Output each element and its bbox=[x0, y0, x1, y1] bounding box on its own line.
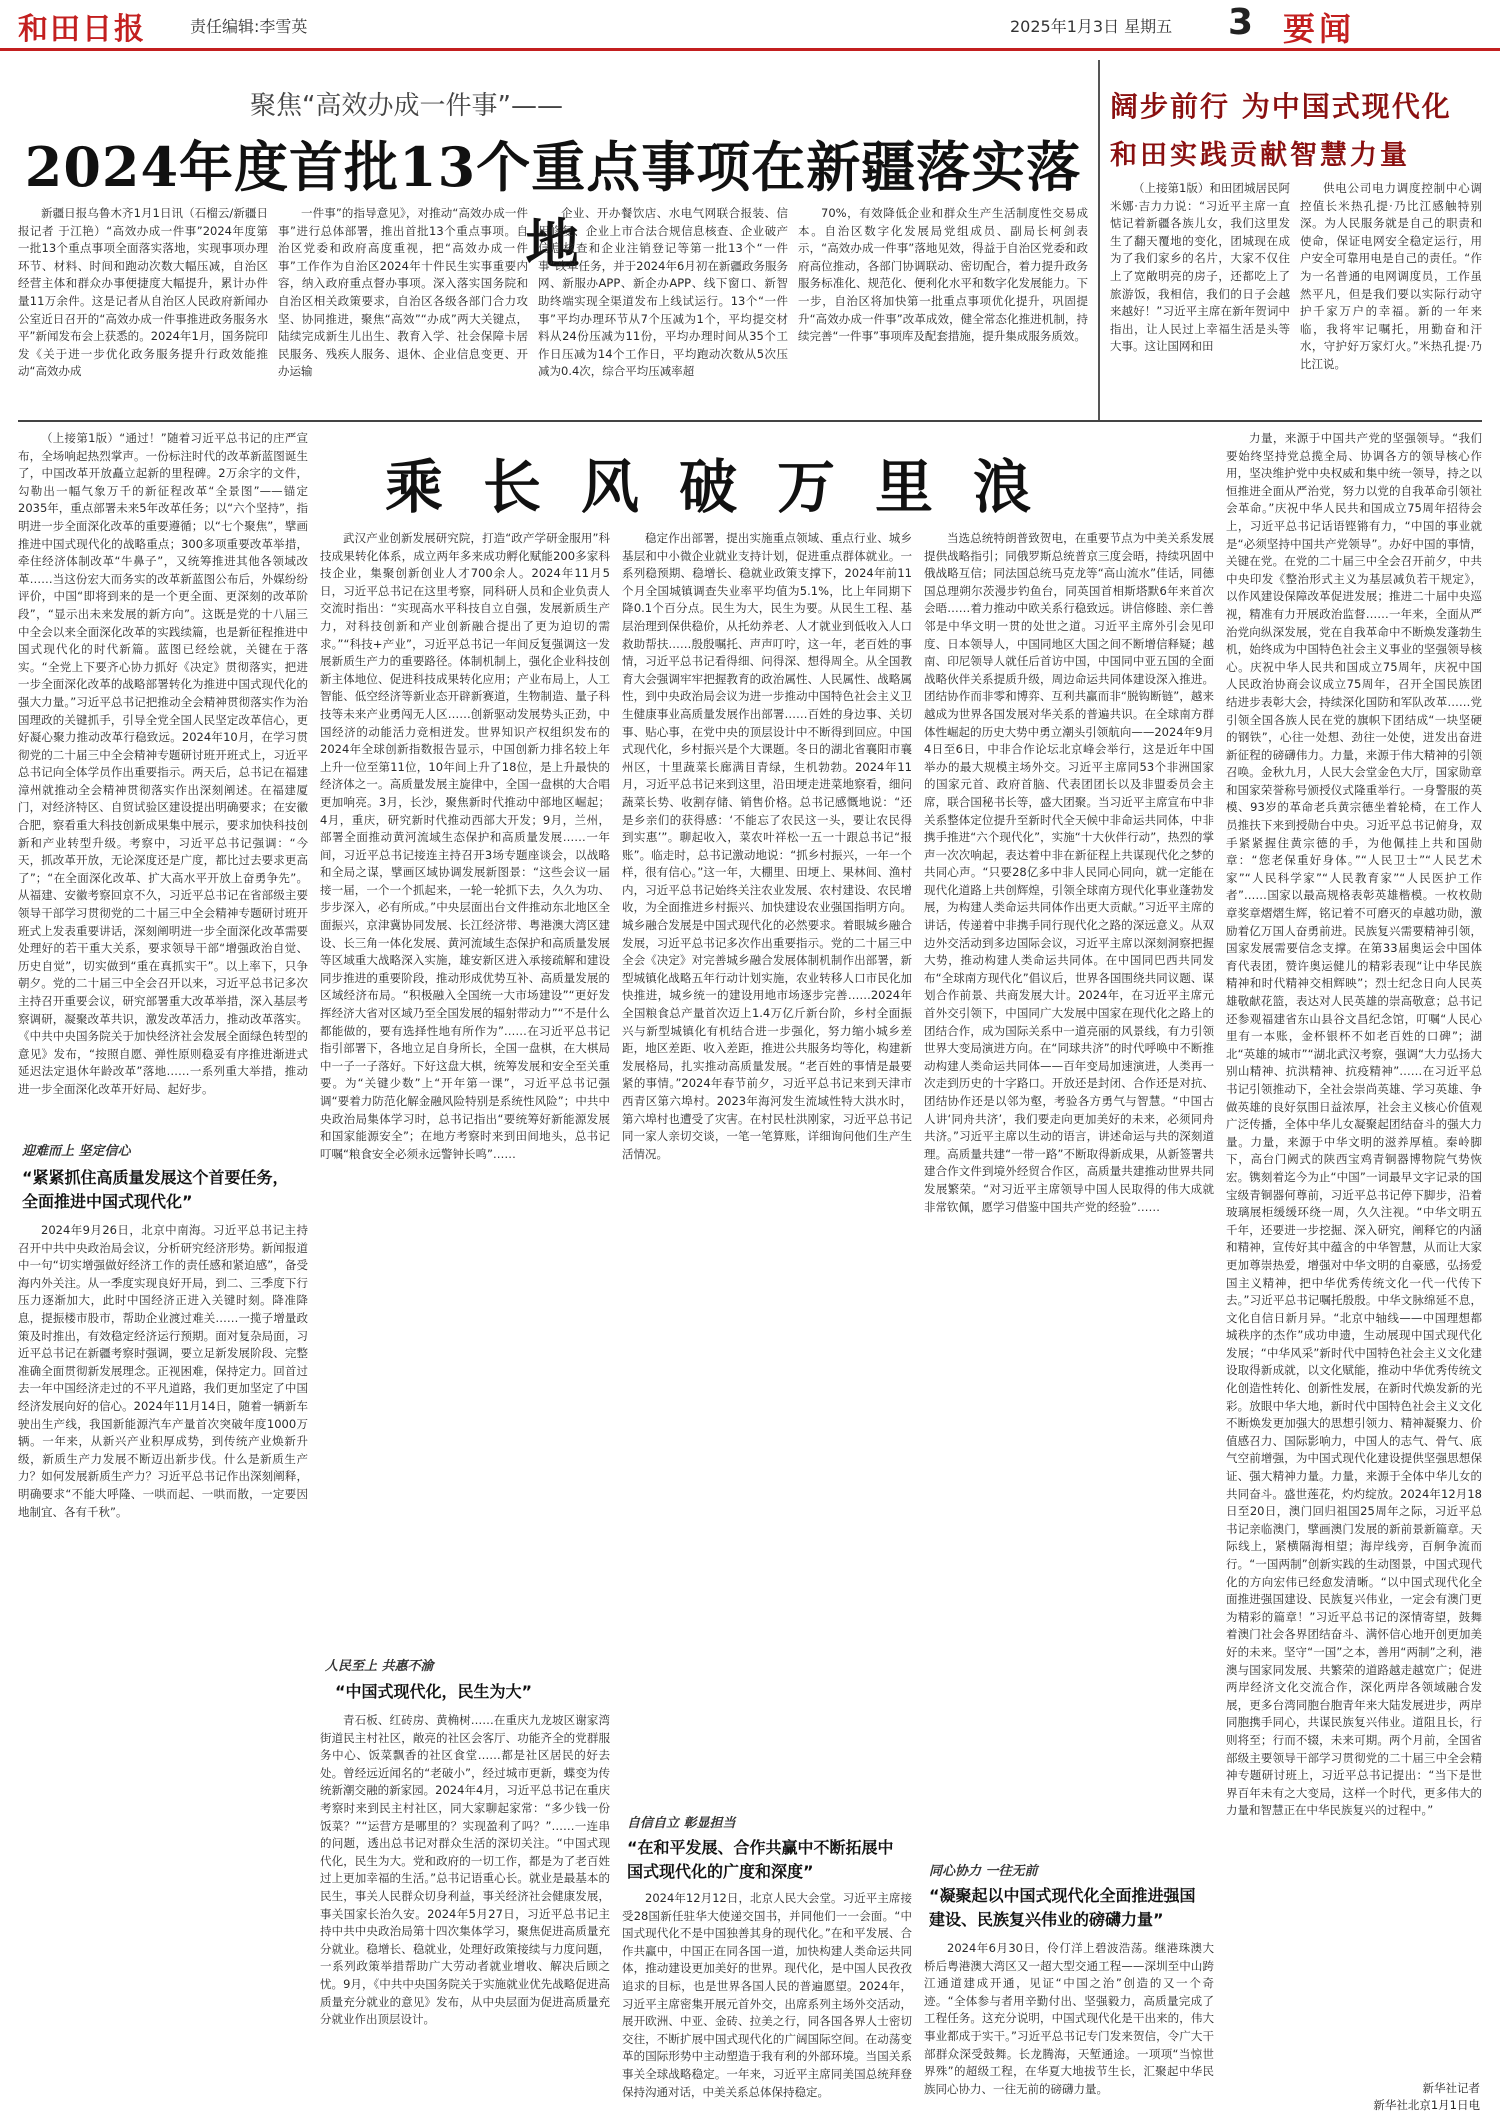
side-column-1: （上接第1版）和田团城居民阿米娜·吉力力说：“习近平主席一直惦记着新疆各族儿女，我们这里发生了翻天覆地的变化，团城现在成为了我们家乡的名片，大家不仅住上了宽敞明亮的房子，还都吃上了旅游饭，我相信，我们的日子会越来越好！”习近平主席在新年贺词中指出，让人民过上幸福生活是头等大事。这让国网和田 bbox=[1110, 181, 1290, 354]
main-column-1b: 2024年9月26日，北京中南海。习近平总书记主持召开中共中央政治局会议，分析研究经济形势。新闻报道中一句“切实增强做好经济工作的责任感和紧迫感”，备受海内外关注。从一季度实现良好开局，到二、三季度下行压力逐渐加大，此时中国经济正进入关键时刻。降准降息，提振楼市股市，帮助企业渡过难关……一揽子增量政策及时推出，有效稳定经济运行预期。面对复杂局面，习近平总书记在新疆考察时强调，要立足新发展阶段、完整准确全面贯彻新发展理念。正视困难，保持定力。回首过去一年中国经济走过的不平凡道路，我们更加坚定了中国经济发展向好的信心。2024年11月14日，随着一辆新车驶出生产线，我国新能源汽车产量首次突破年度1000万辆。一年来，从新兴产业积厚成势，到传统产业焕新升级，新质生产力发展不断迈出新步伐。什么是新质生产力？如何发展新质生产力？习近平总书记作出深刻阐释，明确要求“不能大呼隆、一哄而起、一哄而散，一定要因地制宜、各有千秋”。 bbox=[18, 1223, 308, 1519]
side-headline-line2: 和田实践贡献智慧力量 bbox=[1110, 140, 1410, 171]
byline-author: 新华社记者 bbox=[1422, 2081, 1480, 2095]
side-headline-line1: 阔步前行 为中国式现代化 bbox=[1110, 90, 1452, 123]
subsection-4-kicker: 同心协力 一往无前 bbox=[929, 1864, 1038, 1879]
subsection-3-kicker: 自信自立 彰显担当 bbox=[627, 1816, 736, 1831]
subsection-2-kicker: 人民至上 共惠不渝 bbox=[325, 1659, 434, 1674]
responsible-editor: 责任编辑:李雪英 bbox=[190, 17, 308, 36]
lead-column-1: 新疆日报乌鲁木齐1月1日讯（石榴云/新疆日报记者 于江艳）“高效办成一件事”2024年度第一批13个重点事项全面落实落地，实现事项办理环节、材料、时间和跑动次数大幅压减，自治区经营主体和群众办事便捷度大幅提升，累计办件量11万余件。这是记者从自治区人民政府新闻办公室近日召开的“高效办成一件事推进政务服务水平”新闻发布会上获悉的。2024年1月，国务院印发《关于进一步优化政务服务提升行政效能推动“高效办成 bbox=[18, 206, 268, 379]
main-column-5: 力量，来源于中国共产党的坚强领导。“我们要始终坚持党总揽全局、协调各方的领导核心作用，坚决维护党中央权威和集中统一领导，持之以恒推进全面从严治党，努力以党的自我革命引领社会革命。”庆祝中华人民共和国成立75周年招待会上，习近平总书记话语铿锵有力，“中国的事业就是“必须坚持中国共产党领导”。办好中国的事情，关键在党。在党的二十届三中全会召开前夕，中共中央印发《整治形式主义为基层减负若干规定》，以作风建设保障改革促进发展；推进二十届中央巡视，精准有力开展政治监督……一年来，全面从严治党向纵深发展，党在自我革命中不断焕发蓬勃生机，始终成为中国特色社会主义事业的坚强领导核心。庆祝中华人民共和国成立75周年，庆祝中国人民政治协商会议成立75周年，召开全国民族团结进步表彰大会，持续深化国防和军队改革……党引领全国各族人民在党的旗帜下团结成“一块坚硬的钢铁”，心往一处想、劲往一处使，迸发出奋进新征程的磅礴伟力。力量，来源于伟大精神的引领召唤。金秋九月，人民大会堂金色大厅，国家勋章和国家荣誉称号颁授仪式隆重举行。一身警服的英模、93岁的革命老兵黄宗德坐着轮椅，在工作人员推扶下来到授勋台中央。习近平总书记俯身，双手紧紧握住黄宗德的手，为他佩挂上共和国勋章：“您老保重好身体。”“人民卫士”“人民艺术家”“人民科学家”“人民教育家”“人民医护工作者”……国家以最高规格表彰英雄楷模。一枚枚勋章奖章熠熠生辉，铭记着不可磨灭的卓越功勋，激励着亿万国人奋勇前进。民族复兴需要精神引领，国家发展需要信念支撑。在第33届奥运会中国体育代表团，赞许奥运健儿的精彩表现“让中华民族精神和时代精神交相辉映”；烈士纪念日向人民英雄敬献花篮，表达对人民英雄的崇高敬意；总书记还参观福建省东山县谷文昌纪念馆，叮嘱“人民心里有一本账，金杯银杯不如老百姓的口碑”；湖北“英雄的城市”“湖北武汉考察，强调“大力弘扬大别山精神、抗洪精神、抗疫精神”……在习近平总书记引领推动下，全社会崇尚英雄、学习英雄、争做英雄的良好氛围日益浓厚，社会主义核心价值观广泛传播，全体中华儿女凝聚起团结奋斗的强大力量。力量，来源于中华文明的滋养厚植。秦岭脚下，高台门阙式的陕西宝鸡青铜器博物院气势恢宏。镌刻着迄今为止“中国”一词最早文字记录的国宝级青铜器何尊前，习近平总书记停下脚步，沿着玻璃展柜缓缓环绕一周，久久注视。“中华文明五千年，还要进一步挖掘、深入研究，阐释它的内涵和精神，宣传好其中蕴含的中华智慧，从而让大家更加尊崇热爱，增强对中华文明的自豪感，弘扬爱国主义精神，把中华优秀传统文化一代一代传下去。”习近平总书记嘱托殷殷。中华文脉绵延不息，文化自信日新月异。“北京中轴线——中国理想都城秩序的杰作”成功申遗，生动展现中国式现代化发展；“中华风采”新时代中国特色社会主义文化建设取得新成就，以文化赋能，推动中华优秀传统文化创造性转化、创新性发展，在新时代焕发新的光彩。放眼中华大地，新时代中国特色社会主义文化不断焕发更加强大的思想引领力、精神凝聚力、价值感召力、国际影响力，中国人的志气、骨气、底气空前增强，为中国式现代化建设提供坚强思想保证、强大精神力量。力量，来源于全体中华儿女的共同奋斗。盛世莲花，灼灼绽放。2024年12月18日至20日，澳门回归祖国25周年之际，习近平总书记亲临澳门，擘画澳门发展的新前景新篇章。天际线上，紧横隔海相望；海岸线旁，百舸争流而行。“一国两制”创新实践的生动图景，中国式现代化的方向宏伟已经愈发清晰。“以中国式现代化全面推进强国建设、民族复兴伟业，一定会有澳门更为精彩的篇章！”习近平总书记的深情寄望，鼓舞着澳门社会各界团结奋斗、满怀信心地开创更加美好的未来。坚守“一国”之本，善用“两制”之利，港澳与国家同发展、共繁荣的道路越走越宽广；促进两岸经济文化交流合作，深化两岸各领域融合发展，更多台湾同胞台胞青年来大陆发展进步，两岸同胞携手同心，共谋民族复兴伟业。道阻且长，行则将至；行而不辍，未来可期。两个月前，全国省部级主要领导干部学习贯彻党的二十届三中全会精神专题研讨班上，习近平总书记提出：“当下是世界百年未有之大变局，这样一个时代，更多伟大的力量和智慧正在中华民族复兴的过程中。” bbox=[1226, 431, 1482, 1818]
subsection-3-title: “在和平发展、合作共赢中不断拓展中国式现代化的广度和深度” bbox=[627, 1838, 894, 1881]
masthead bbox=[0, 0, 1500, 51]
main-column-3a: 稳定作出部署，提出实施重点领域、重点行业、城乡基层和中小微企业就业支持计划，促进重点群体就业。一系列稳预期、稳增长、稳就业政策支撑下，2024年前11个月全国城镇调查失业率平均值为5.1%，比上年同期下降0.1个百分点。民生为大，民生为要。从民生工程、基层治理到保供稳价，从托幼养老、人才就业到低收入人口救助帮扶……殷殷嘱托、声声叮咛，这一年，老百姓的事情，习近平总书记看得细、问得深、想得周全。从全国教育大会强调牢牢把握教育的政治属性、人民属性、战略属性，到中央政治局会议为进一步推动中国特色社会主义卫生健康事业高质量发展作出部署……百姓的身边事、关切事、贴心事，在党中央的顶层设计中不断得到回应。中国式现代化，乡村振兴是个大课题。冬日的湖北省襄阳市襄州区，十里蔬菜长廊满目青绿，生机勃勃。2024年11月，习近平总书记来到这里，沿田埂走进菜地察看，细问蔬菜长势、收割存储、销售价格。总书记感慨地说：“还是乡亲们的获得感：‘不能忘了农民这一头，要让农民得到实惠’”。聊起收入，菜农叶祥松一五一十跟总书记“报账”。临走时，总书记激动地说：“抓乡村振兴，一年一个样，很有信心。”这一年，大棚里、田埂上、果林间、渔村内，习近平总书记始终关注农业发展、农村建设、农民增收，为全面推进乡村振兴、加快建设农业强国指明方向。城乡融合发展是中国式现代化的必然要求。着眼城乡融合发展，习近平总书记多次作出重要指示。党的二十届三中全会《决定》对完善城乡融合发展体制机制作出部署，新型城镇化战略五年行动计划实施，农业转移人口市民化加快推进，城乡统一的建设用地市场逐步完善……2024年全国粮食总产量首次迈上1.4万亿斤新台阶，乡村全面振兴与新型城镇化有机结合进一步强化，努力缩小城乡差距，地区差距、收入差距，推进公共服务均等化，构建新发展格局，扎实推动高质量发展。“老百姓的事情是最要紧的事情。”2024年春节前夕，习近平总书记来到天津市西青区第六埠村。2023年海河发生流域性特大洪水时，第六埠村也遭受了灾害。在村民杜洪刚家，习近平总书记同一家人亲切交谈，一笔一笔算账，详细询问他们生产生活情况。 bbox=[622, 531, 912, 1161]
subsection-2-title: “中国式现代化，民生为大” bbox=[335, 1682, 533, 1701]
main-column-3b: 2024年12月12日，北京人民大会堂。习近平主席接受28国新任驻华大使递交国书，并同他们一一会面。“中国式现代化不是中国独善其身的现代化。”在和平发展、合作共赢中，中国正在同各国一道，加快构建人类命运共同体，推动建设更加美好的世界。现代化，是中国人民孜孜追求的目标，也是世界各国人民的普遍愿望。2024年，习近平主席密集开展元首外交，出席系列主场外交活动，展开欧洲、中亚、金砖、拉美之行，同各国各界人士密切交往，不断扩展中国式现代化的广阔国际空间。在动荡变革的国际形势中主动塑造于我有利的外部环境。当国关系事关全球战略稳定。一年来，习近平主席同美国总统拜登保持沟通对话，中美关系总体保持稳定。 bbox=[622, 1891, 912, 2099]
lead-column-3: 企业、开办餐饮店、水电气网联合报装、信用修复、企业上市合法合规信息核查、企业破产信息核查和企业注销登记等第一批13个“一件事”改革任务，并于2024年6月初在新疆政务服务网、新服办APP、新企办APP、线下窗口、新智助终端实现全渠道发布上线试运行。13个“一件事”平均办理环节从7个压减为1个，平均提交材料从24份压减为11份，平均办理时间从35个工作日压减为14个工作日，平均跑动次数从5次压减为0.4次，综合平均压减率超 bbox=[538, 206, 788, 379]
main-column-4b: 2024年6月30日，伶仃洋上碧波浩荡。继港珠澳大桥后粤港澳大湾区又一超大型交通工程——深圳至中山跨江通道建成开通，见证“中国之治”创造的又一个奇迹。“全体参与者用辛勤付出、坚强毅力，高质量完成了工程任务。这充分说明，中国式现代化是干出来的，伟大事业都成于实干。”习近平总书记专门发来贺信，令广大干部群众深受鼓舞。长龙腾海，天堑通途。一项项“当惊世界殊”的超级工程，在华夏大地拔节生长，汇聚起中华民族同心协力、一往无前的磅礴力量。 bbox=[924, 1941, 1214, 2096]
main-column-1a: （上接第1版）“通过！”随着习近平总书记的庄严宣布，全场响起热烈掌声。一份标注时代的改革新蓝图诞生了，中国改革开放矗立起新的里程碑。2万余字的文件，勾勒出一幅气象万千的新征程改革“全景图”——锚定2035年，重点部署未来5年改革任务；以“六个坚持”，指明进一步全面深化改革的重要遵循；以“七个聚焦”，擘画推进中国式现代化的战略重点；300多项重要改革举措，牵住经济体制改革“牛鼻子”，又统筹推进其他各领域改革……当这份宏大而务实的改革新蓝图公布后，外媒纷纷评价，中国“即将到来的是一个更全面、更深刻的改革阶段”，“显示出未来发展的新方向”。这既是党的十八届三中全会以来全面深化改革的实践续篇，也是新征程推进中国式现代化的时代新篇。蓝图已经绘就，关键在于落实。“全党上下要齐心协力抓好《决定》贯彻落实，把进一步全面深化改革的战略部署转化为推进中国式现代化的强大力量。”习近平总书记把推动全会精神贯彻落实作为治国理政的关键抓手，引导全党全国人民坚定改革信心，更好凝心聚力推动改革行稳致远。2024年10月，在学习贯彻党的二十届三中全会精神专题研讨班开班式上，习近平总书记向全体学员作出重要指示。两天后，总书记在福建漳州就推动全会精神贯彻落实作出深刻阐述。在福建厦门，对经济特区、自贸试验区建设提出明确要求；在安徽合肥，察看重大科技创新成果集中展示，要求加快科技创新和产业转型升级。考察中，习近平总书记强调：“今天，抓改革开放，无论深度还是广度，都比过去要求更高了”；“在全面深化改革、扩大高水平开放上奋勇争先”。从福建、安徽考察回京不久，习近平总书记在省部级主要领导干部学习贯彻党的二十届三中全会精神专题研讨班开班式上发表重要讲话，深刻阐明进一步全面深化改革需要处理好的若干重大关系，要求领导干部“增强政治自觉、历史自觉”，切实做到“重在真抓实干”。以上率下，只争朝夕。党的二十届三中全会召开以来，习近平总书记多次主持召开重要会议，研究部署重大改革举措，深入基层考察调研，凝聚改革共识，激发改革活力，推动改革落实。《中共中央国务院关于加快经济社会发展全面绿色转型的意见》发布，“按照自愿、弹性原则稳妥有序推进渐进式延迟法定退休年龄改革”落地……一系列重大举措，推动进一步全面深化改革开好局、起好步。 bbox=[18, 431, 308, 1096]
main-column-2a: 武汉产业创新发展研究院，打造“政产学研金服用”科技成果转化体系，成立两年多来成功孵化赋能200多家科技企业，集聚创新创业人才700余人。2024年11月5日，习近平总书记在这里考察，同科研人员和企业负责人交流时指出：“实现高水平科技自立自强，发展新质生产力，对科技创新和产业创新融合提出了更为迫切的需求。”“科技+产业”，习近平总书记一年间反复强调这一发展新质生产力的重要路径。体制机制上，强化企业科技创新主体地位、促进科技成果转化应用；产业布局上，人工智能、低空经济等新业态开辟新赛道，生物制造、量子科技等未来产业勇闯无人区……创新驱动发展势头正劲，中国经济的动能活力竞相迸发。世界知识产权组织发布的2024年全球创新指数报告显示，中国创新力排名较上年上升一位至第11位，10年间上升了18位，是上升最快的经济体之一。高质量发展主旋律中，全国一盘棋的大合唱更加响亮。3月，长沙，聚焦新时代推动中部地区崛起；4月，重庆，研究新时代推动西部大开发；9月，兰州，部署全面推动黄河流域生态保护和高质量发展……一年间，习近平总书记接连主持召开3场专题座谈会，以战略和全局之谋，擘画区域协调发展新图景：“这些会议一届接一届，一个一个抓起来，一轮一轮抓下去，久久为功、步步深入，必有所成。”中央层面出台文件推动东北地区全面振兴，京津冀协同发展、长江经济带、粤港澳大湾区建设、长三角一体化发展、黄河流域生态保护和高质量发展等区域重大战略深入实施，雄安新区进入承接疏解和建设同步推进的重要阶段，推动形成优势互补、高质量发展的区域经济布局。“积极融入全国统一大市场建设”“更好发挥经济大省对区域乃至全国发展的辐射带动力”“不是什么都能做的，要有选择性地有所作为”……在习近平总书记指引部署下，各地立足自身所长，全国一盘棋，在大棋局中一子一子落好。下好这盘大棋，统筹发展和安全至关重要。为“关键少数”上“开年第一课”，习近平总书记强调“要着力防范化解金融风险特别是系统性风险”；中共中央政治局集体学习时，总书记指出“要统筹好新能源发展和国家能源安全”；在地方考察时来到田间地头，总书记叮嘱“粮食安全必须永远警钟长鸣”…… bbox=[320, 531, 610, 1161]
section-title: 要闻 bbox=[1283, 10, 1356, 48]
section-divider bbox=[18, 420, 1482, 422]
byline-dateline: 新华社北京1月1日电 bbox=[1373, 2098, 1480, 2112]
subsection-4-title: “凝聚起以中国式现代化全面推进强国建设、民族复兴伟业的磅礴力量” bbox=[929, 1886, 1196, 1929]
subsection-1-title: “紧紧抓住高质量发展这个首要任务，全面推进中国式现代化” bbox=[22, 1168, 289, 1211]
subsection-1-kicker: 迎难而上 坚定信心 bbox=[22, 1144, 131, 1159]
main-column-2b: 青石板、红砖房、黄桷树……在重庆九龙坡区谢家湾街道民主村社区，敞亮的社区会客厅、功能齐全的党群服务中心、饭菜飘香的社区食堂……都是社区居民的好去处。曾经远近闻名的“老破小”，经过城市更新，蝶变为传统新潮交融的新家园。2024年4月，习近平总书记在重庆考察时来到民主村社区，同大家聊起家常：“多少钱一份饭菜？”“运营方是哪里的？实现盈利了吗？”……一连串的问题，透出总书记对群众生活的深切关注。“中国式现代化，民生为大。党和政府的一切工作，都是为了老百姓过上更加幸福的生活。”总书记语重心长。就业是最基本的民生，事关人民群众切身利益，事关经济社会健康发展，事关国家长治久安。2024年5月27日，习近平总书记主持中共中央政治局第十四次集体学习，聚焦促进高质量充分就业。稳增长、稳就业，处理好政策接续与力度问题，一系列政策举措帮助广大劳动者就业增收、解决后顾之忧。9月，《中共中央国务院关于实施就业优先战略促进高质量充分就业的意见》发布，从中央层面为促进高质量充分就业作出顶层设计。 bbox=[320, 1713, 610, 2027]
page-number: 3 bbox=[1228, 2, 1254, 43]
main-column-4a: 当选总统特朗普致贺电，在重要节点为中美关系发展提供战略指引；同俄罗斯总统普京三度会晤，持续巩固中俄战略互信；同法国总统马克龙等“高山流水”佳话，同德国总理朔尔茨漫步钓鱼台，同英国首相斯塔默6年来首次会晤……着力推动中欧关系行稳致远。讲信修睦、亲仁善邻是中华文明一贯的处世之道。习近平主席外引会见印度、日本领导人，中国同地区大国之间不断增信释疑；越南、印尼领导人就任后首访中国，中国同中亚五国的全面战略伙伴关系提质升级，周边命运共同体建设深入推进。团结协作而非零和博弈、互利共赢而非“脱钩断链”，越来越成为世界各国发展对华关系的普遍共识。在全球南方群体性崛起的历史大势中勇立潮头引领航向——2024年9月4日至6日，中非合作论坛北京峰会举行，这是近年中国举办的最大规模主场外交。习近平主席同53个非洲国家的国家元首、政府首脑、代表团团长以及非盟委员会主席，联合国秘书长等，盛大团聚。当习近平主席宣布中非关系整体定位提升至新时代全天候中非命运共同体，中非携手推进“六个现代化”，实施“十大伙伴行动”，热烈的掌声一次次响起，表达着中非在新征程上共谋现代化之梦的共同心声。“只要28亿多中非人民同心同向，就一定能在现代化道路上共创辉煌，引领全球南方现代化事业蓬勃发展，为构建人类命运共同体作出更大贡献。”习近平主席的讲话，传递着中非携手同行现代化之路的深远意义。从双边外交活动到多边国际会议，习近平主席以深刻洞察把握大势，推动构建人类命运共同体。在中国同巴西共同发布“全球南方现代化”倡议后，世界各国围绕共同议题、谋划合作前景、共商发展大计。2024年，在习近平主席元首外交引领下，中国同广大发展中国家在现代化之路上的团结合作，成为国际关系中一道亮丽的风景线，有力引领世界大变局演进方向。在“同球共济”的时代呼唤中不断推动构建人类命运共同体——百年变局加速演进，人类再一次走到历史的十字路口。开放还是封闭、合作还是对抗、团结协作还是以邻为壑，考验各方勇气与智慧。“中国古人讲‘同舟共济’，我们要走向更加美好的未来，必须同舟共济。”习近平主席以生动的语言，讲述命运与共的深刻道理。高质量共建“一带一路”不断取得新成果，从新签署共建合作文件到境外经贸合作区，高质量共建推动世界共同发展繁荣。“对习近平主席领导中国人民取得的伟大成就非常钦佩，愿学习借鉴中国共产党的经验”…… bbox=[924, 531, 1214, 1214]
lead-column-4: 70%，有效降低企业和群众生产生活制度性交易成本。自治区数字化发展局党组成员、副局长柯剑表示，“高效办成一件事”落地见效，得益于自治区党委和政府高位推动，各部门协调联动、密切配合，着力提升政务服务标准化、规范化、便利化水平和数字化发展能力。下一步，自治区将加快第一批重点事项优化提升，巩固提升“高效办成一件事”改革成效，健全常态化推进机制，持续完善“一件事”事项库及配套措施，提升集成服务质效。 bbox=[798, 206, 1088, 344]
lead-column-2: 一件事”的指导意见》，对推动“高效办成一件事”进行总体部署，推出首批13个重点事项。自治区党委和政府高度重视，把“高效办成一件事”工作作为自治区2024年十件民生实事重要内容，纳入政府重点督办事项。深入落实国务院和自治区相关政策要求，自治区各级各部门合力攻坚、协同推进，聚焦“高效”“办成”两大关键点，陆续完成新生儿出生、教育入学、社会保障卡居民服务、残疾人服务、退休、企业信息变更、开办运输 bbox=[278, 206, 528, 379]
lead-kicker: 聚焦“高效办成一件事”—— bbox=[250, 91, 563, 121]
lead-headline: 2024年度首批13个重点事项在新疆落实落地 bbox=[24, 135, 1082, 276]
newspaper-logo: 和田日报 bbox=[18, 12, 146, 47]
main-headline: 乘长风破万里浪 bbox=[385, 453, 1072, 521]
byline bbox=[1373, 2080, 1480, 2114]
side-column-2: 供电公司电力调度控制中心调控值长米热孔提·乃比江感触特别深。为人民服务就是自己的职责和使命，保证电网安全稳定运行，用户安全可靠用电是自己的责任。“作为一名普通的电网调度员，工作虽然平凡，但是我们要以实际行动守护千家万户的幸福。新的一年来临，我将牢记嘱托，用勤奋和汗水，守护好万家灯火。”米热孔提·乃比江说。 bbox=[1300, 181, 1482, 371]
issue-date: 2025年1月3日 星期五 bbox=[1010, 17, 1173, 36]
column-divider bbox=[1098, 60, 1100, 420]
